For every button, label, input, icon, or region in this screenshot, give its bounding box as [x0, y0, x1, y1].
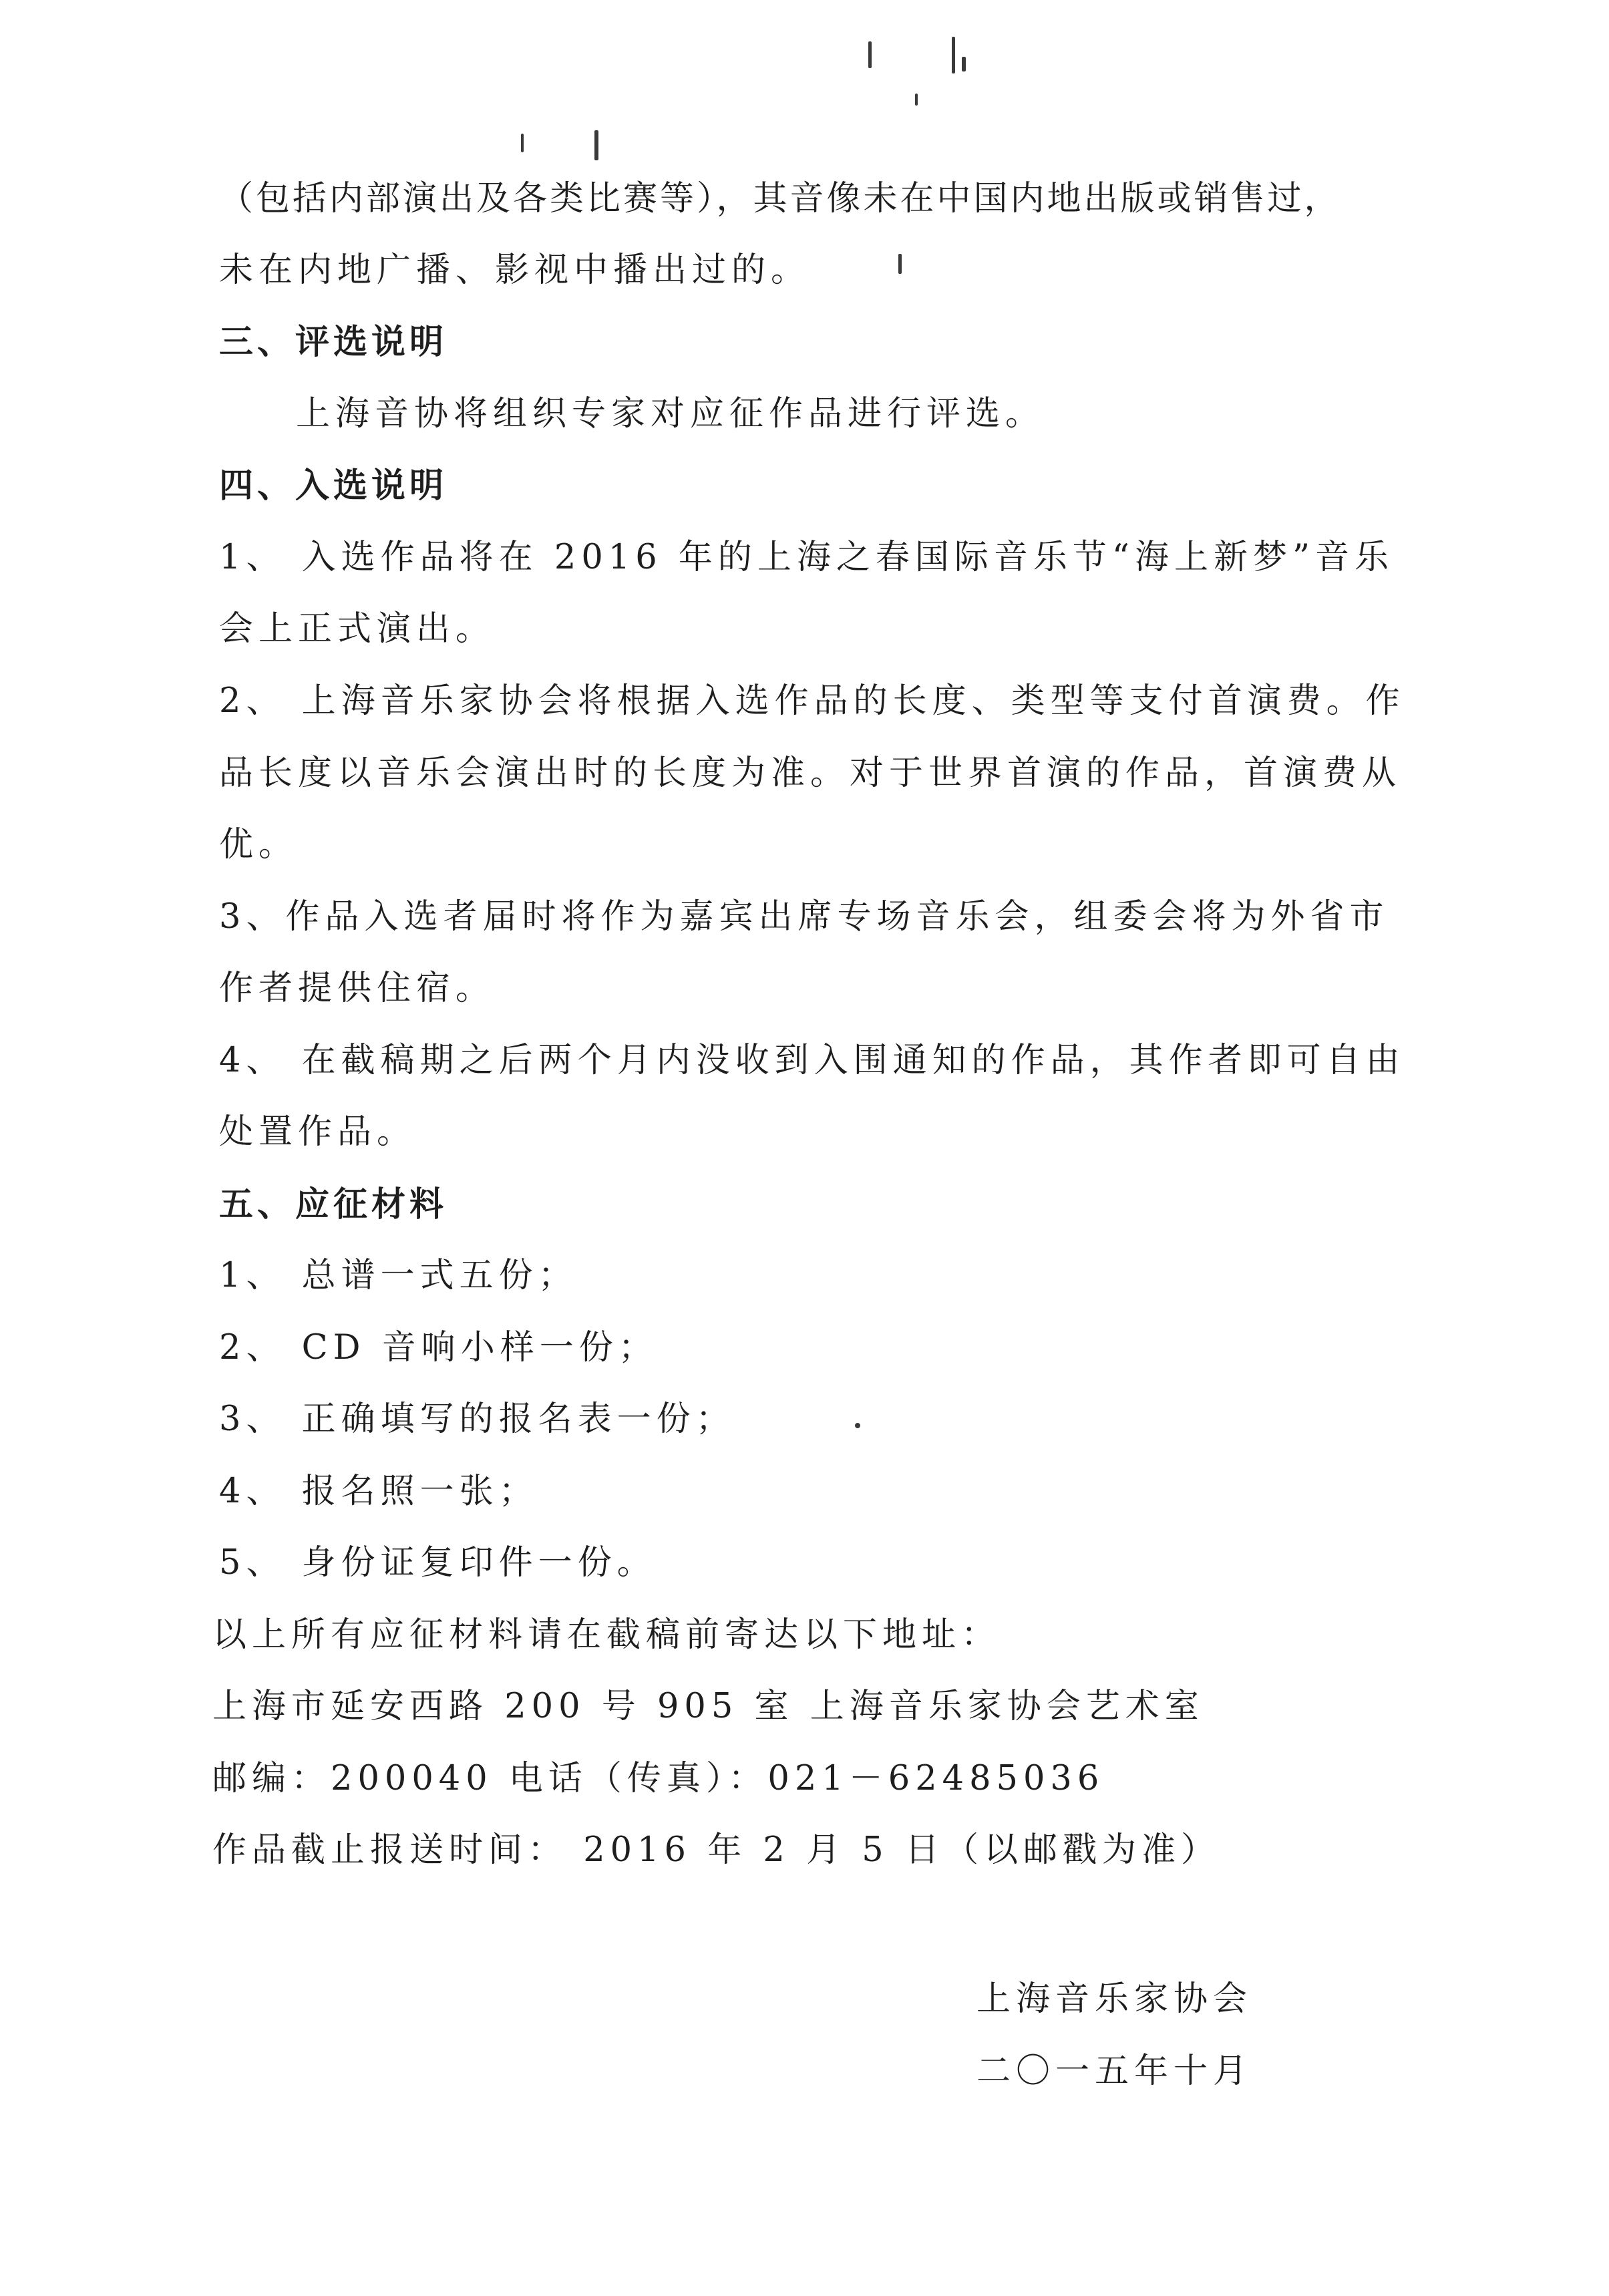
section-body-evaluation: 上海音协将组织专家对应征作品进行评选。 [296, 394, 1045, 434]
section-heading-evaluation: 三、评选说明 [219, 322, 448, 362]
selection-item-3-line-1: 3、作品入选者届时将作为嘉宾出席专场音乐会，组委会将为外省市 [219, 897, 1389, 937]
materials-item-4: 4、 报名照一张； [219, 1472, 538, 1511]
scan-speck [915, 94, 918, 106]
mailing-address: 上海市延安西路 200 号 905 室 上海音乐家协会艺术室 [212, 1687, 1204, 1726]
selection-item-4-line-2: 处置作品。 [219, 1112, 417, 1152]
scan-speck [594, 130, 598, 160]
section-heading-materials: 五、应征材料 [219, 1184, 448, 1224]
scan-speck [855, 1423, 860, 1428]
selection-item-2-line-1: 2、 上海音乐家协会将根据入选作品的长度、类型等支付首演费。作 [219, 681, 1405, 721]
materials-item-5: 5、 身份证复印件一份。 [219, 1543, 657, 1583]
continuation-line-2: 未在内地广播、影视中播出过的。 [219, 251, 811, 290]
contact-info: 邮编：200040 电话（传真）：021－62485036 [212, 1759, 1105, 1798]
mailing-intro: 以上所有应征材料请在截稿前寄达以下地址： [212, 1615, 1001, 1655]
scan-speck [962, 57, 966, 71]
selection-item-2-line-2: 品长度以音乐会演出时的长度为准。对于世界首演的作品，首演费从 [219, 754, 1402, 793]
signature-organization: 上海音乐家协会 [976, 1979, 1253, 2019]
continuation-line-1: （包括内部演出及各类比赛等），其音像未在中国内地出版或销售过， [219, 179, 1341, 218]
selection-item-3-line-2: 作者提供住宿。 [219, 969, 496, 1008]
scan-speck [952, 37, 955, 73]
scan-speck [521, 134, 524, 152]
selection-item-1-line-1: 1、 入选作品将在 2016 年的上海之春国际音乐节“海上新梦”音乐 [219, 538, 1395, 577]
materials-item-2: 2、 CD 音响小样一份； [219, 1328, 658, 1367]
selection-item-4-line-1: 4、 在截稿期之后两个月内没收到入围通知的作品，其作者即可自由 [219, 1041, 1405, 1080]
submission-deadline: 作品截止报送时间： 2016 年 2 月 5 日（以邮戳为准） [212, 1830, 1220, 1870]
materials-item-1: 1、 总谱一式五份； [219, 1256, 578, 1295]
selection-item-2-line-3: 优。 [219, 825, 299, 864]
signature-date: 二〇一五年十月 [976, 2052, 1253, 2091]
scan-speck [868, 41, 872, 68]
selection-item-1-line-2: 会上正式演出。 [219, 609, 496, 649]
materials-item-3: 3、 正确填写的报名表一份； [219, 1400, 735, 1439]
section-heading-selection: 四、入选说明 [219, 466, 448, 506]
scan-speck [898, 254, 902, 274]
